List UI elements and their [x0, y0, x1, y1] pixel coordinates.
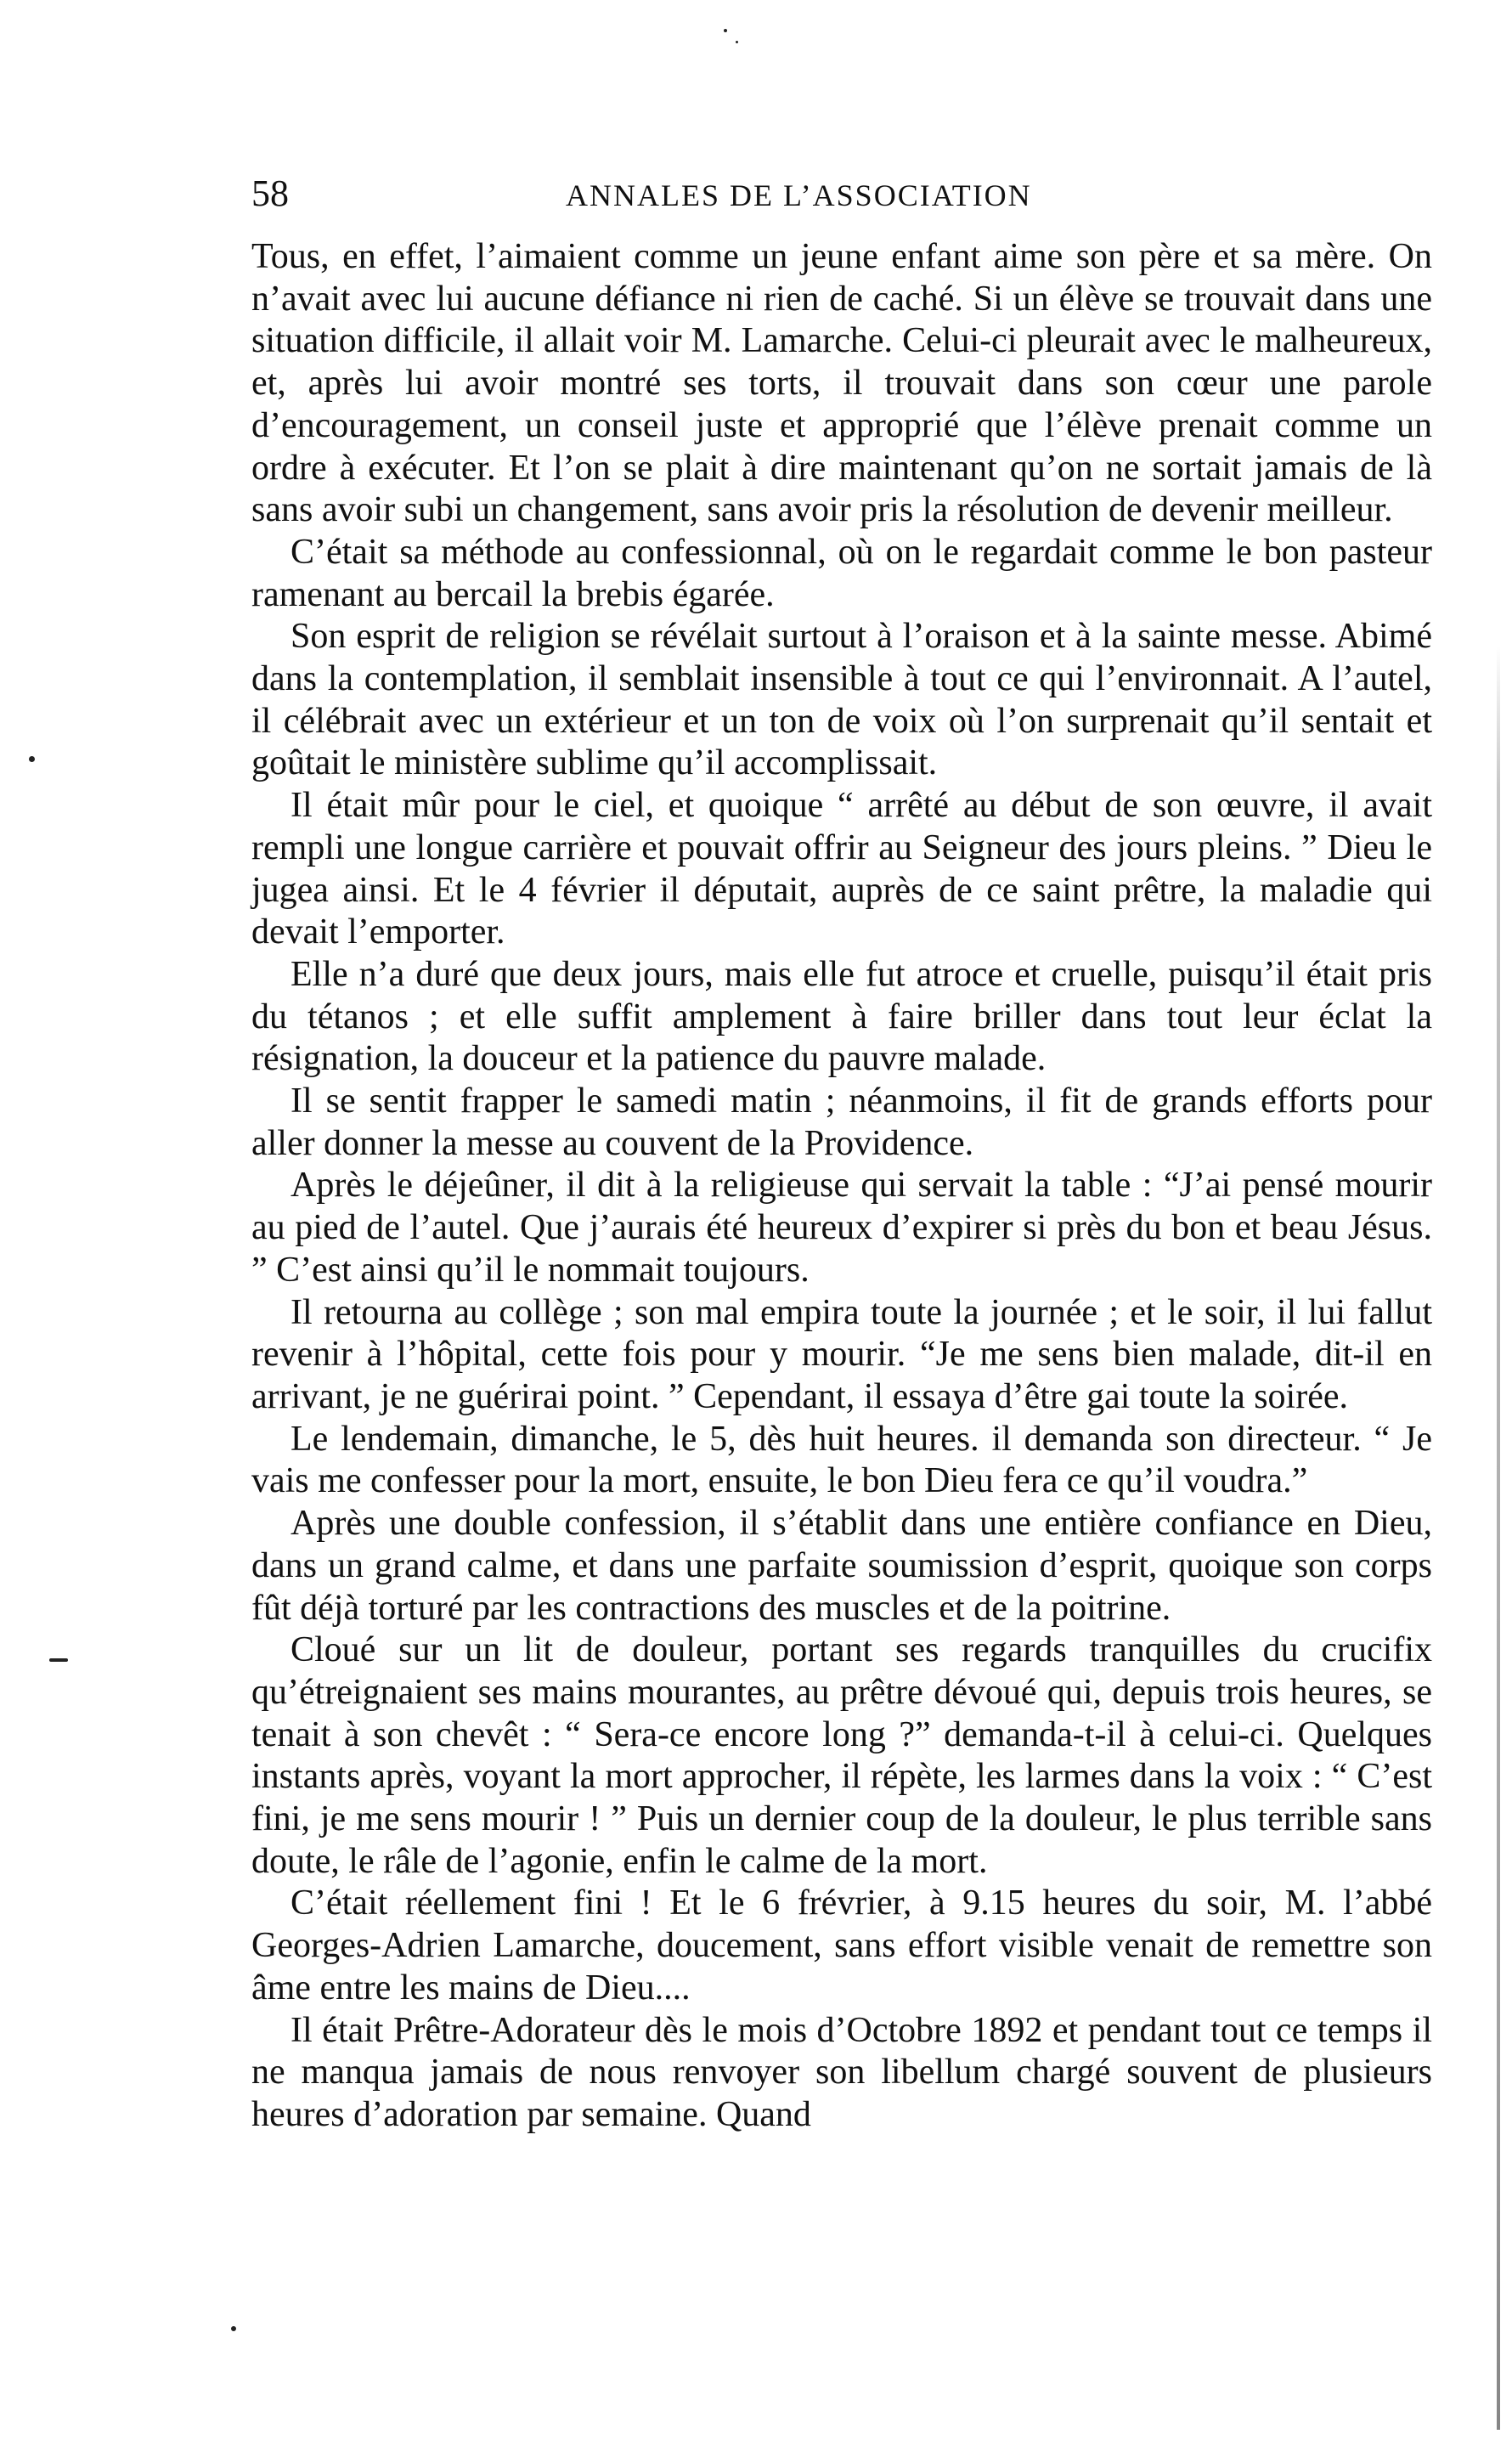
- scan-speck: [724, 29, 727, 32]
- page-edge-shadow: [1497, 646, 1500, 2430]
- paragraph: Elle n’a duré que deux jours, mais elle fut atroce et cruelle, puisqu’il était pris du tétanos ; et elle suffit amplement à faire briller dans tout leur éclat la résignation, la douceur et la patience du pauvre malade.: [251, 954, 1432, 1079]
- page-number: 58: [251, 172, 289, 214]
- paragraph: Il était mûr pour le ciel, et quoique “ arrêté au début de son œuvre, il avait rempli une longue carrière et pouvait offrir au Seigneur des jours pleins. ” Dieu le jugea ainsi. Et le 4 février il députait, auprès de ce saint prêtre, la maladie qui devait l’emporter.: [251, 786, 1432, 952]
- paragraph: Après le déjeûner, il dit à la religieuse qui servait la table : “J’ai pensé mourir au pied de l’autel. Que j’aurais été heureux d’expirer si près du bon et beau Jésus. ” C’est ainsi qu’il le nommait toujours.: [251, 1166, 1432, 1290]
- book-page: [251, 167, 1432, 2341]
- paragraph: Cloué sur un lit de douleur, portant ses regards tranquilles du crucifix qu’étreignaient ses mains mourantes, au prêtre dévoué qui, depuis trois heures, se tenait à son chevêt : “ Sera-ce encore long ?” demanda-t-il à celui-ci. Quelques instants après, voyant la mort approcher, il répète, les larmes dans la voix : “ C’est fini, je me sens mourir ! ” Puis un dernier coup de la douleur, le plus terrible sans doute, le râle de l’agonie, enfin le calme de la mort.: [251, 1630, 1432, 1881]
- paragraph: Le lendemain, dimanche, le 5, dès huit heures. il demanda son directeur. “ Je vais me confesser pour la mort, ensuite, le bon Dieu fera ce qu’il voudra.”: [251, 1419, 1432, 1501]
- running-head: ANNALES DE L’ASSOCIATION: [566, 178, 1032, 212]
- paragraph: C’était réellement fini ! Et le 6 frévrier, à 9.15 heures du soir, M. l’abbé Georges-Adrien Lamarche, doucement, sans effort visible venait de remettre son âme entre les mains de Dieu....: [251, 1883, 1432, 2008]
- paragraph: Il était Prêtre-Adorateur dès le mois d’Octobre 1892 et pendant tout ce temps il ne manqua jamais de nous renvoyer son libellum chargé souvent de plusieurs heures d’adoration par semaine. Quand: [251, 2010, 1432, 2134]
- scan-speck: [736, 41, 738, 43]
- scan-speck: [29, 756, 35, 762]
- paragraph: Son esprit de religion se révélait surtout à l’oraison et à la sainte messe. Abimé dans la contemplation, il semblait insensible à tout ce qui l’environnait. A l’autel, il célébrait avec un extérieur et un ton de voix où l’on surprenait qu’il sentait et goûtait le ministère sublime qu’il accomplissait.: [251, 617, 1432, 783]
- scan-speck: [231, 2326, 236, 2331]
- paragraph: C’était sa méthode au confessionnal, où on le regardait comme le bon pasteur ramenant au bercail la brebis égarée.: [251, 532, 1432, 614]
- body-text: [251, 236, 1432, 2137]
- paragraph: Il se sentit frapper le samedi matin ; néanmoins, il fit de grands efforts pour aller donner la messe au couvent de la Providence.: [251, 1081, 1432, 1163]
- page-header: [251, 167, 1432, 226]
- scan-speck: [49, 1658, 68, 1662]
- paragraph: Il retourna au collège ; son mal empira toute la journée ; et le soir, il lui fallut revenir à l’hôpital, cette fois pour y mourir. “Je me sens bien malade, dit-il en arrivant, je ne guérirai point. ” Cependant, il essaya d’être gai toute la soirée.: [251, 1292, 1432, 1416]
- paragraph: Tous, en effet, l’aimaient comme un jeune enfant aime son père et sa mère. On n’avait avec lui aucune défiance ni rien de caché. Si un élève se trouvait dans une situation difficile, il allait voir M. Lamarche. Celui-ci pleurait avec le malheureux, et, après lui avoir montré ses torts, il trouvait dans son cœur une parole d’encouragement, un conseil juste et approprié que l’élève prenait comme un ordre à exécuter. Et l’on se plait à dire maintenant qu’on ne sortait jamais de là sans avoir subi un changement, sans avoir pris la résolution de devenir meilleur.: [251, 237, 1432, 530]
- paragraph: Après une double confession, il s’établit dans une entière confiance en Dieu, dans un grand calme, et dans une parfaite soumission d’esprit, quoique son corps fût déjà torturé par les contractions des muscles et de la poitrine.: [251, 1504, 1432, 1628]
